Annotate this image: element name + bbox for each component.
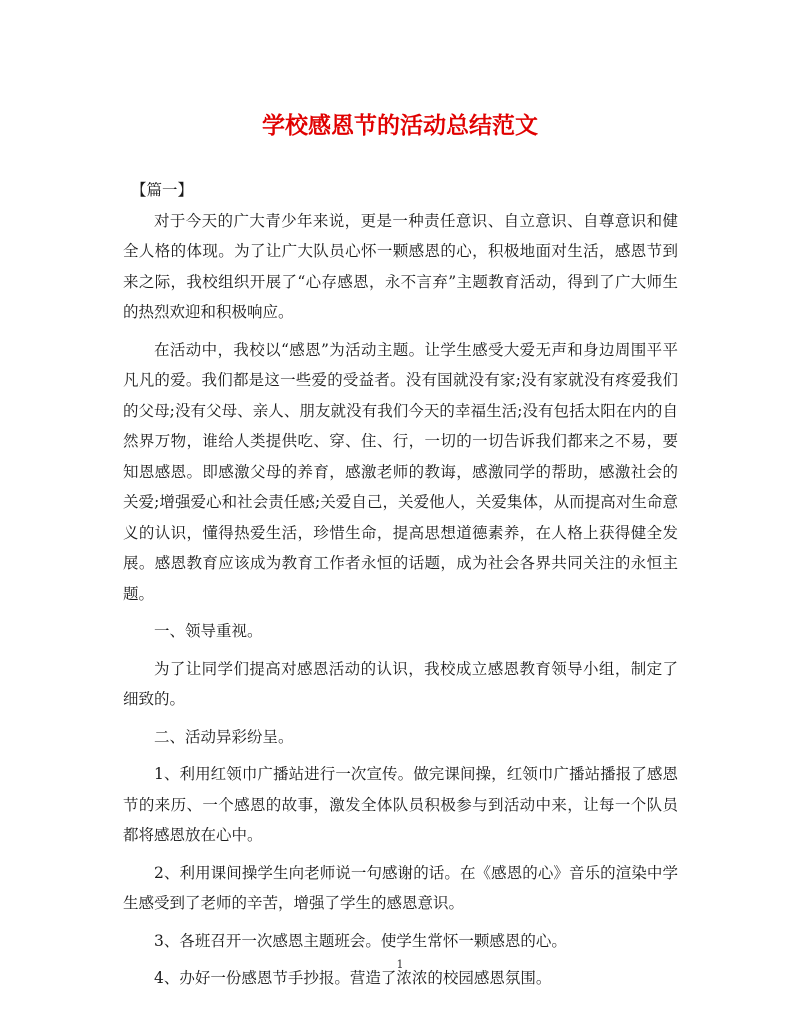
list-item-handwritten-paper: 4、办好一份感恩节手抄报。营造了浓浓的校园感恩氛围。 bbox=[154, 969, 552, 987]
heading-leadership: 一、领导重视。 bbox=[154, 622, 263, 640]
list-item-class-meeting: 3、各班召开一次感恩主题班会。使学生常怀一颗感恩的心。 bbox=[154, 931, 567, 950]
heading-activities: 二、活动异彩纷呈。 bbox=[154, 727, 294, 746]
list-item-thanks: 2、利用课间操学生向老师说一句感谢的话。在《感恩的心》音乐的渲染中学生感受到了老师的辛苦，增强了学生的感恩意识。 bbox=[123, 863, 678, 912]
section-label: 【篇一】 bbox=[131, 181, 194, 199]
list-item-broadcast: 1、利用红领巾广播站进行一次宣传。做完课间操，红领巾广播站播报了感恩节的来历、一个感恩的故事，激发全体队员积极参与到活动中来，让每一个队员都将感恩放在心中。 bbox=[123, 765, 678, 844]
paragraph-leadership: 为了让同学们提高对感恩活动的认识，我校成立感恩教育领导小组，制定了细致的。 bbox=[123, 659, 678, 708]
document-body bbox=[123, 175, 678, 994]
document-title: 学校感恩节的活动总结范文 bbox=[262, 112, 538, 139]
paragraph-activity-theme: 在活动中，我校以“感恩”为活动主题。让学生感受大爱无声和身边周围平平凡凡的爱。我们都是这一些爱的受益者。没有国就没有家;没有家就没有疼爱我们的父母;没有父母、亲人、朋友就没有我们今天的幸福生活;没有包括太阳在内的自然界万物，谁给人类提供吃、穿、住、行，一切的一切告诉我们都来之不易，要知恩感恩。即感激父母的养育，感激老师的教诲，感激同学的帮助，感激社会的关爱;增强爱心和社会责任感;关爱自己，关爱他人，关爱集体，从而提高对生命意义的认识，懂得热爱生活，珍惜生命，提高思想道德素养，在人格上获得健全发展。感恩教育应该成为教育工作者永恒的话题，成为社会各界共同关注的永恒主题。 bbox=[123, 340, 678, 603]
paragraph-intro: 对于今天的广大青少年来说，更是一种责任意识、自立意识、自尊意识和健全人格的体现。为了让广大队员心怀一颗感恩的心，积极地面对生活，感恩节到来之际，我校组织开展了“心存感恩，永不言弃”主题教育活动，得到了广大师生的热烈欢迎和积极响应。 bbox=[123, 211, 678, 321]
page-number: 1 bbox=[396, 958, 404, 971]
